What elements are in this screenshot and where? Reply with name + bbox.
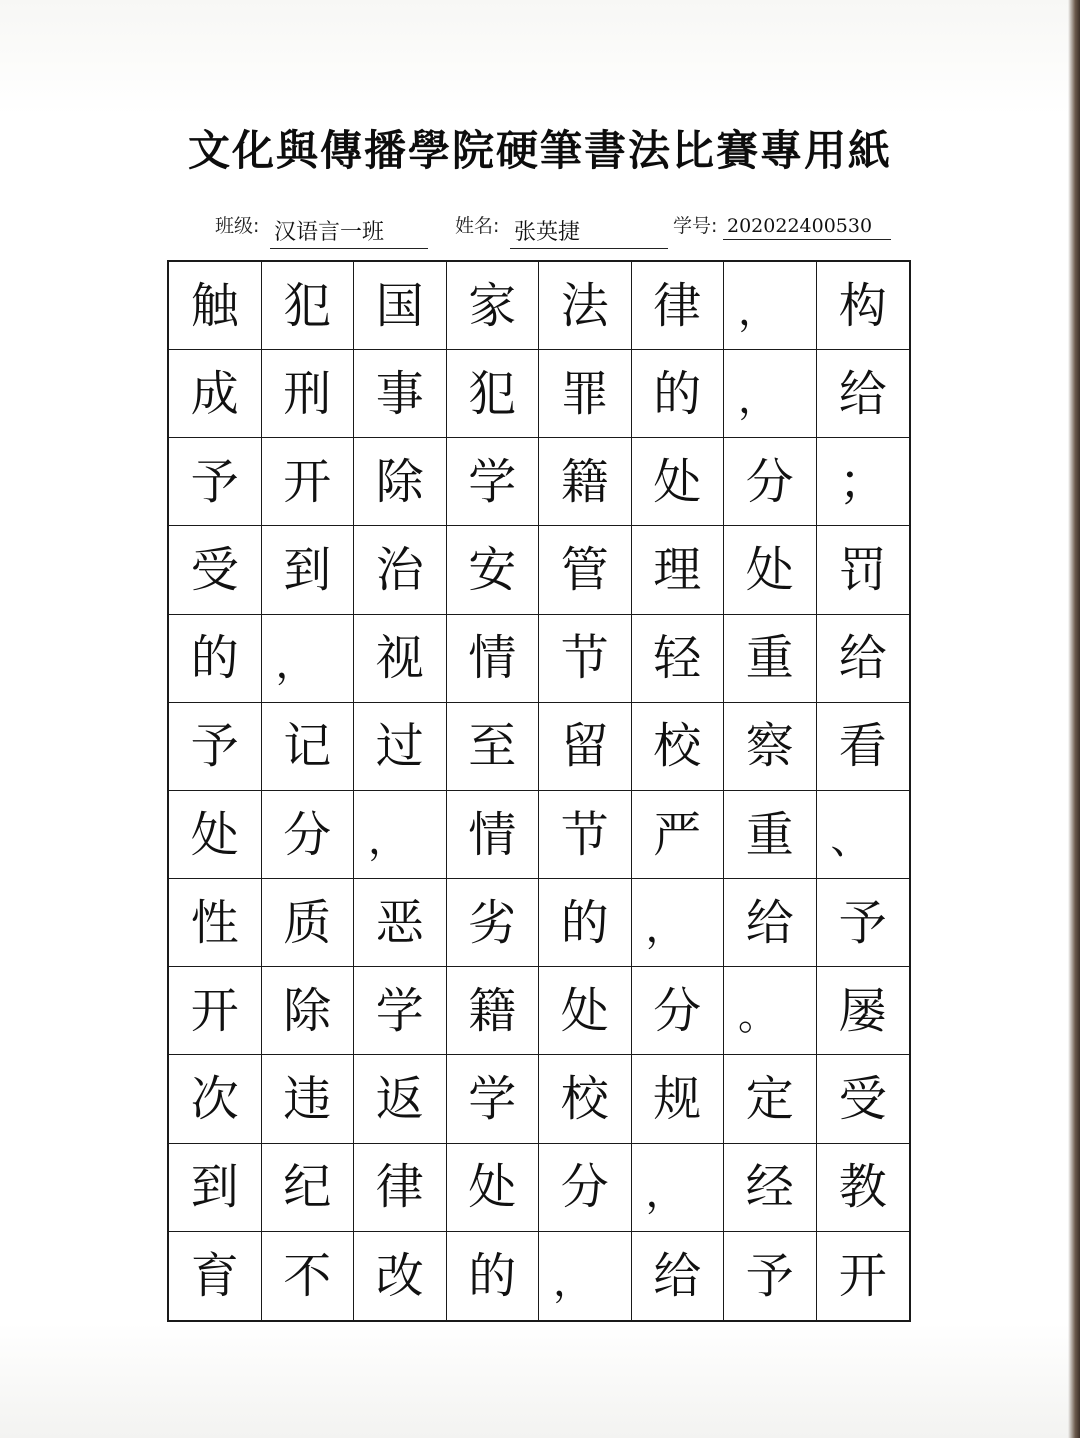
grid-cell: 校 bbox=[539, 1055, 632, 1143]
grid-cell: 屡 bbox=[817, 967, 910, 1055]
grid-cell: 学 bbox=[447, 438, 540, 526]
grid-cell: 给 bbox=[817, 350, 910, 438]
grid-cell: 予 bbox=[817, 879, 910, 967]
grid-cell: 违 bbox=[262, 1055, 355, 1143]
grid-cell: 记 bbox=[262, 703, 355, 791]
grid-cell: 事 bbox=[354, 350, 447, 438]
grid-cell: 罚 bbox=[817, 526, 910, 614]
grid-cell: 处 bbox=[539, 967, 632, 1055]
grid-cell: ， bbox=[539, 1232, 632, 1320]
grid-cell: 除 bbox=[262, 967, 355, 1055]
page-edge-shadow bbox=[1068, 0, 1080, 1438]
grid-cell: 法 bbox=[539, 262, 632, 350]
grid-cell: 恶 bbox=[354, 879, 447, 967]
grid-cell: 构 bbox=[817, 262, 910, 350]
grid-cell: 开 bbox=[262, 438, 355, 526]
grid-cell: ， bbox=[262, 615, 355, 703]
grid-cell: 家 bbox=[447, 262, 540, 350]
grid-cell: 不 bbox=[262, 1232, 355, 1320]
student-info-row bbox=[215, 205, 895, 250]
grid-cell: ， bbox=[354, 791, 447, 879]
class-field[interactable]: 汉语言一班 bbox=[270, 215, 428, 249]
grid-cell: 处 bbox=[724, 526, 817, 614]
grid-cell: 籍 bbox=[539, 438, 632, 526]
grid-cell: 理 bbox=[632, 526, 725, 614]
grid-cell: 分 bbox=[539, 1144, 632, 1232]
grid-cell: 律 bbox=[632, 262, 725, 350]
grid-cell: 定 bbox=[724, 1055, 817, 1143]
grid-cell: 籍 bbox=[447, 967, 540, 1055]
grid-cell: 校 bbox=[632, 703, 725, 791]
class-label: 班级: bbox=[215, 215, 260, 237]
grid-cell: 给 bbox=[817, 615, 910, 703]
grid-cell: 重 bbox=[724, 615, 817, 703]
grid-cell: 处 bbox=[632, 438, 725, 526]
student-id-field[interactable]: 202022400530 bbox=[723, 215, 891, 240]
grid-cell: 开 bbox=[169, 967, 262, 1055]
grid-cell: 予 bbox=[169, 438, 262, 526]
grid-cell: ， bbox=[632, 1144, 725, 1232]
grid-cell: 过 bbox=[354, 703, 447, 791]
grid-cell: 看 bbox=[817, 703, 910, 791]
grid-cell: 给 bbox=[724, 879, 817, 967]
grid-cell: 节 bbox=[539, 615, 632, 703]
grid-cell: 除 bbox=[354, 438, 447, 526]
grid-cell: 触 bbox=[169, 262, 262, 350]
grid-cell: 受 bbox=[169, 526, 262, 614]
grid-cell: 次 bbox=[169, 1055, 262, 1143]
grid-cell: 的 bbox=[632, 350, 725, 438]
grid-cell: 分 bbox=[262, 791, 355, 879]
grid-cell: 学 bbox=[354, 967, 447, 1055]
grid-cell: 、 bbox=[817, 791, 910, 879]
grid-cell: 。 bbox=[724, 967, 817, 1055]
grid-cell: 犯 bbox=[447, 350, 540, 438]
grid-cell: 处 bbox=[447, 1144, 540, 1232]
grid-cell: 经 bbox=[724, 1144, 817, 1232]
grid-cell: ； bbox=[817, 438, 910, 526]
grid-cell: 改 bbox=[354, 1232, 447, 1320]
grid-cell: 分 bbox=[724, 438, 817, 526]
grid-cell: 质 bbox=[262, 879, 355, 967]
grid-cell: 国 bbox=[354, 262, 447, 350]
grid-cell: 至 bbox=[447, 703, 540, 791]
grid-cell: 视 bbox=[354, 615, 447, 703]
grid-cell: 到 bbox=[262, 526, 355, 614]
grid-cell: 分 bbox=[632, 967, 725, 1055]
grid-cell: 成 bbox=[169, 350, 262, 438]
grid-cell: 劣 bbox=[447, 879, 540, 967]
grid-cell: 的 bbox=[539, 879, 632, 967]
page-title: 文化與傳播學院硬筆書法比賽專用紙 bbox=[187, 126, 892, 175]
grid-cell: 给 bbox=[632, 1232, 725, 1320]
grid-cell: 刑 bbox=[262, 350, 355, 438]
grid-cell: 的 bbox=[447, 1232, 540, 1320]
grid-cell: 性 bbox=[169, 879, 262, 967]
grid-cell: 学 bbox=[447, 1055, 540, 1143]
writing-grid bbox=[167, 260, 911, 1322]
grid-cell: 开 bbox=[838, 1247, 887, 1304]
grid-cell: 到 bbox=[169, 1144, 262, 1232]
grid-cell: 予 bbox=[724, 1232, 817, 1320]
grid-cell: 教 bbox=[817, 1144, 910, 1232]
grid-cell: 罪 bbox=[539, 350, 632, 438]
grid-cell: 育 bbox=[169, 1232, 262, 1320]
grid-cell: 严 bbox=[632, 791, 725, 879]
grid-cell: 留 bbox=[539, 703, 632, 791]
grid-cell: 轻 bbox=[632, 615, 725, 703]
student-id-label: 学号: bbox=[673, 215, 718, 237]
grid-cell: 情 bbox=[447, 615, 540, 703]
grid-cell: 返 bbox=[354, 1055, 447, 1143]
grid-cell: 治 bbox=[354, 526, 447, 614]
grid-cell: 重 bbox=[724, 791, 817, 879]
grid-cell: ， bbox=[724, 350, 817, 438]
grid-cell: 规 bbox=[632, 1055, 725, 1143]
name-field[interactable]: 张英捷 bbox=[510, 215, 668, 249]
grid-cell: 察 bbox=[724, 703, 817, 791]
grid-cell: 予 bbox=[169, 703, 262, 791]
grid-cell: 犯 bbox=[262, 262, 355, 350]
grid-cell: 律 bbox=[354, 1144, 447, 1232]
grid-cell: 处 bbox=[169, 791, 262, 879]
grid-cell: 情 bbox=[447, 791, 540, 879]
grid-cell: 安 bbox=[447, 526, 540, 614]
grid-cell: ， bbox=[632, 879, 725, 967]
grid-cell: 纪 bbox=[262, 1144, 355, 1232]
name-label: 姓名: bbox=[455, 215, 500, 237]
grid-cell: 节 bbox=[539, 791, 632, 879]
grid-cell: 的 bbox=[169, 615, 262, 703]
grid-cell: ， bbox=[724, 262, 817, 350]
grid-cell: 受 bbox=[817, 1055, 910, 1143]
grid-cell: 管 bbox=[539, 526, 632, 614]
